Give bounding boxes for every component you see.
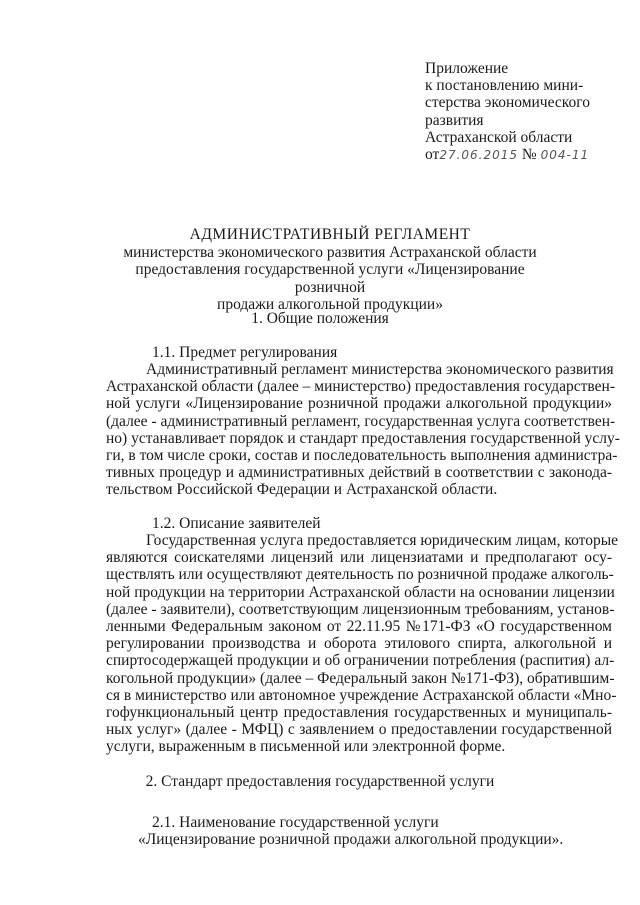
text-line: (далее - заявители), соответствующим лицензионным требованиям, установ- xyxy=(106,600,615,618)
appendix-line: развития xyxy=(425,111,484,129)
text-line: ной услуги «Лицензирование розничной продажи алкогольной продукции» xyxy=(106,395,612,413)
section-2-heading: 2. Стандарт предоставления государственной услуги xyxy=(145,773,495,790)
handwritten-date: 27.06.2015 xyxy=(439,148,519,163)
document-title xyxy=(100,226,560,313)
text-line: тельством Российской Федерации и Астраханской области. xyxy=(106,481,498,499)
text-line: ществлять или осуществляют деятельность по розничной продаже алкоголь- xyxy=(106,566,614,584)
text-line: Административный регламент министерства экономического развития xyxy=(146,361,614,378)
appendix-date-line xyxy=(425,146,630,164)
text-line: (далее - административный регламент, государственная услуга соответствен- xyxy=(106,412,616,430)
text-line: являются соискателями лицензий или лицензиатами и предполагают осу- xyxy=(106,549,612,567)
title-line: предоставления государственной услуги «Лицензирование розничной xyxy=(135,261,525,296)
appendix-line: стерства экономического xyxy=(425,94,590,112)
appendix-line: к постановлению мини- xyxy=(425,77,584,95)
appendix-line: Приложение xyxy=(425,60,509,77)
text-line: тивных процедур и административных действий в соответствии с законода- xyxy=(106,464,612,482)
text-line: гофункциональный центр предоставления государственных и муниципаль- xyxy=(106,704,612,722)
title-line: продажи алкогольной продукции» xyxy=(217,295,443,313)
subsection-1-2-text xyxy=(106,532,619,756)
handwritten-number: 004-11 xyxy=(540,148,590,163)
text-line: Астраханской области (далее – министерство) предоставления государствен- xyxy=(106,378,615,396)
subsection-1-1-text xyxy=(106,361,620,499)
text-line: ги, в том числе сроки, состав и последовательность выполнения администра- xyxy=(106,447,618,465)
text-line: ных услуг» (далее - МФЦ) с заявлением о предоставлении государственной xyxy=(106,721,612,739)
number-prefix: № xyxy=(521,146,537,164)
subsection-2-1-text xyxy=(138,831,608,848)
subsection-1-1-heading: 1.1. Предмет регулирования xyxy=(152,344,338,361)
text-line: Государственная услуга предоставляется юридическим лицам, которые xyxy=(146,532,619,549)
appendix-line: Астраханской области xyxy=(425,128,573,146)
text-line: услуги, выраженным в письменной или электронной форме. xyxy=(106,738,506,756)
text-line: ной продукции на территории Астраханской области на основании лицензии xyxy=(106,583,615,601)
section-1-heading: 1. Общие положения xyxy=(251,310,389,327)
appendix-block xyxy=(425,60,630,164)
subsection-2-1-heading: 2.1. Наименование государственной услуги xyxy=(152,814,439,831)
title-main: АДМИНИСТРАТИВНЫЙ РЕГЛАМЕНТ xyxy=(189,226,471,243)
text-line: регулировании производства и оборота этилового спирта, алкогольной и xyxy=(106,635,612,653)
text-line: ленными Федеральным законом от 22.11.95 №171-ФЗ «О государственном xyxy=(106,618,612,636)
text-line: «Лицензирование розничной продажи алкогольной продукции». xyxy=(138,831,564,848)
text-line: ся в министерство или автономное учреждение Астраханской области «Мно- xyxy=(106,686,617,704)
text-line: но) устанавливает порядок и стандарт предоставления государственной услу- xyxy=(106,429,620,447)
subsection-1-2-heading: 1.2. Описание заявителей xyxy=(152,515,321,532)
title-line: министерства экономического развития Астраханской области xyxy=(123,244,537,262)
text-line: когольной продукции» (далее – Федеральный закон №171-ФЗ), обратившим- xyxy=(106,669,615,687)
text-line: спиртосодержащей продукции и об ограничении потребления (распития) ал- xyxy=(106,652,615,670)
date-prefix: от xyxy=(425,146,440,164)
